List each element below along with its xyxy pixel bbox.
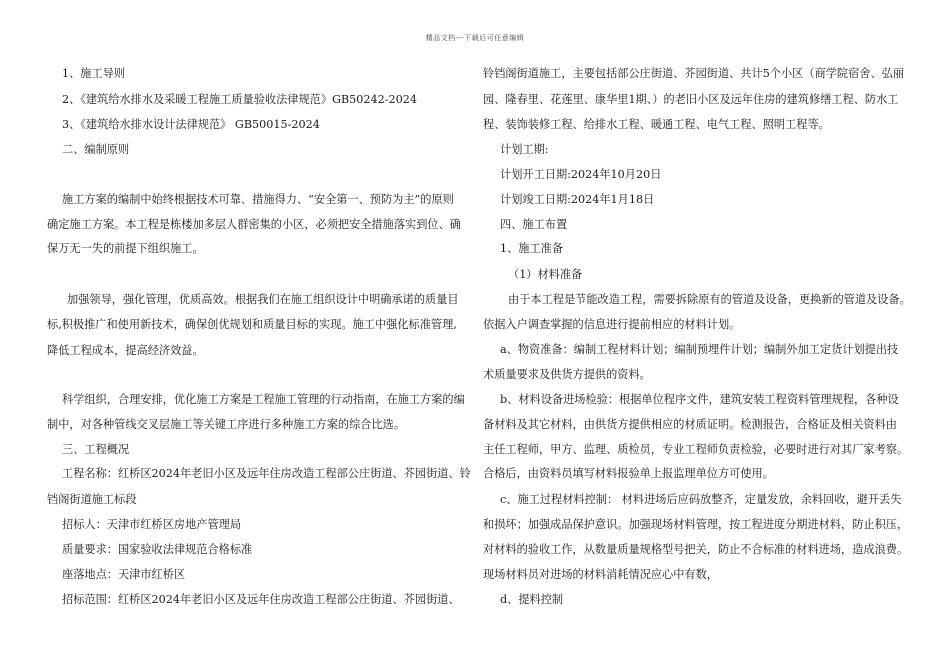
left-line: 加强领导，强化管理，优质高效。根据我们在施工组织设计中明确承诺的质量目 xyxy=(67,293,459,306)
right-line: a、物资准备：编制工程材料计划；编制预埋件计划；编制外加工定货计划提出技 xyxy=(500,343,899,356)
left-line: 招标范围：红桥区2024年老旧小区及远年住房改造工程部公庄街道、芥园街道、 xyxy=(62,593,460,606)
left-line: 三、工程概况 xyxy=(62,443,130,456)
left-line: 施工方案的编制中始终根据技术可靠、措施得力、“安全第一、预防为主”的原则 xyxy=(62,193,454,206)
left-line: 制中，对各种管线交叉层施工等关键工序进行多种施工方案的综合比选。 xyxy=(47,418,406,431)
page-header: 精品文档---下载后可任意编辑 xyxy=(425,34,525,42)
right-line: d、提料控制 xyxy=(500,593,564,606)
right-line: 1、施工准备 xyxy=(500,242,564,255)
right-line: （1）材料准备 xyxy=(508,268,583,281)
right-line: 由于本工程是节能改造工程，需要拆除原有的管道及设备，更换新的管道及设备。 xyxy=(508,293,911,306)
left-line: 铛阁街道施工标段 xyxy=(47,493,137,506)
right-line: 现场材料员对进场的材料消耗情况应心中有数， xyxy=(483,568,718,581)
left-line: 降低工程成本，提高经济效益。 xyxy=(47,344,204,357)
left-line: 二、编制原则 xyxy=(62,143,130,156)
right-line: 依据入户调查掌握的信息进行提前相应的材料计划。 xyxy=(483,318,741,331)
right-line: 程、装饰装修工程、给排水工程、暖通工程、电气工程、照明工程等。 xyxy=(483,118,830,131)
right-line: 园、隆春里、花莲里、康华里1期、）的老旧小区及远年住房的建筑修缮工程、防水工 xyxy=(483,93,899,106)
right-line: 术质量要求及供货方提供的资料。 xyxy=(483,368,651,381)
left-line: 标,积极推广和使用新技术，确保创优规划和质量目标的实现。施工中强化标准管理, xyxy=(47,318,457,331)
left-line: 工程名称：红桥区2024年老旧小区及远年住房改造工程部公庄街道、芥园街道、铃 xyxy=(62,467,471,480)
right-line: 对材料的验收工作，从数量质量规格型号把关，防止不合标准的材料进场，造成浪费。 xyxy=(483,543,909,556)
right-line: 计划开工日期:2024年10月20日 xyxy=(500,168,662,181)
left-line: 质量要求：国家验收法律规范合格标准 xyxy=(62,543,253,556)
right-line: 和损坏；加强成品保护意识。加强现场材料管理，按工程进度分期进材料，防止积压， xyxy=(483,518,909,531)
right-line: 四、施工布置 xyxy=(500,218,568,231)
right-line: 铃铛阁街道施工，主要包括部公庄街道、芥园街道、共计5个小区（商学院宿舍、弘丽 xyxy=(483,67,905,80)
right-line: b、材料设备进场检验：根据单位程序文件，建筑安装工程资料管理规程，各种设 xyxy=(500,393,899,406)
right-line: 合格后，由资料员填写材料报验单上报监理单位方可使用。 xyxy=(483,467,774,480)
left-line: 确定施工方案。本工程是栋楼加多层人群密集的小区，必须把安全措施落实到位、确 xyxy=(47,218,461,231)
left-line: 座落地点：天津市红桥区 xyxy=(62,568,186,581)
right-line: 备材料及其它材料，由供货方提供相应的材质证明。检测报告，合格证及相关资料由 xyxy=(483,418,897,431)
left-line: 招标人：天津市红桥区房地产管理局 xyxy=(62,518,242,531)
right-line: 计划工期: xyxy=(500,143,549,156)
left-line: 1、施工导则 xyxy=(62,67,126,80)
right-line: 计划竣工日期:2024年1月18日 xyxy=(500,193,655,206)
left-line: 保万无一失的前提下组织施工。 xyxy=(47,242,204,255)
right-line: c、施工过程材料控制： 材料进场后应码放整齐，定量发放，余料回收，避开丢失 xyxy=(500,493,902,506)
left-line: 科学组织，合理安排，优化施工方案是工程施工管理的行动指南，在施工方案的编 xyxy=(62,393,465,406)
right-line: 主任工程师，甲方、监理、质检员，专业工程师负责检验，必要时进行对其厂家考察。 xyxy=(483,443,909,456)
left-line: 2、《建筑给水排水及采暖工程施工质量验收法律规范》GB50242-2024 xyxy=(62,93,418,106)
left-line: 3、《建筑给水排水设计法律规范》 GB50015-2024 xyxy=(62,118,320,131)
